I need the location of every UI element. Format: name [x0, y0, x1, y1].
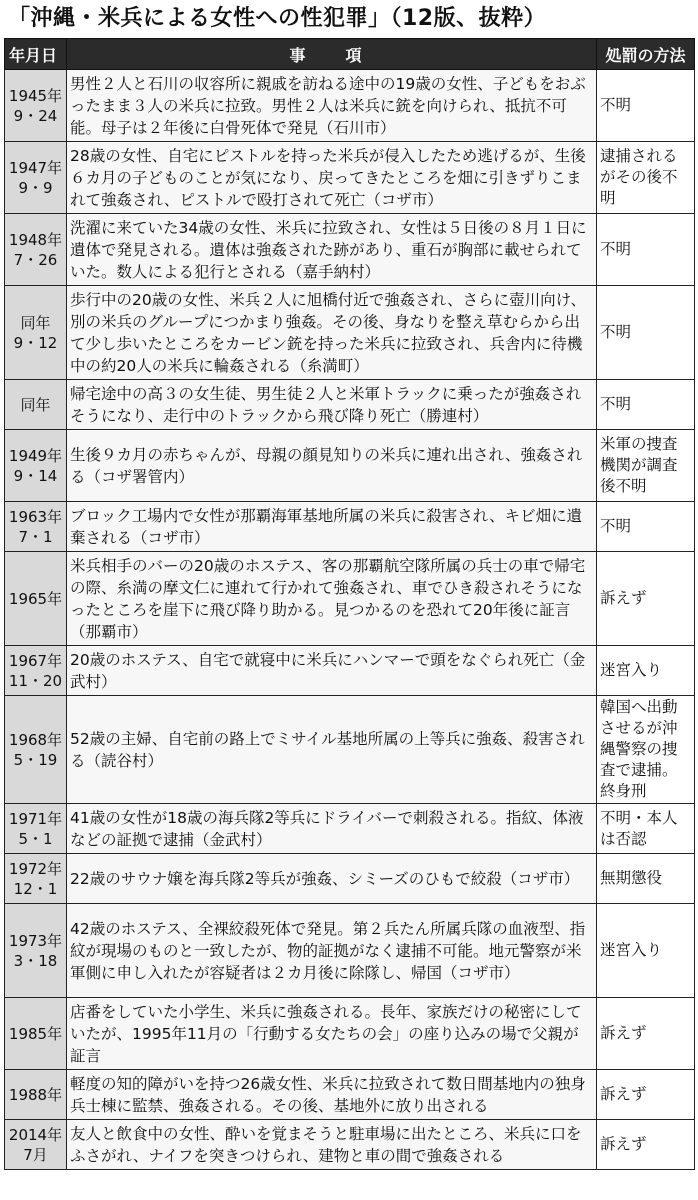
- row-event: 41歳の女性が18歳の海兵隊2等兵にドライバーで刺殺される。指紋、体液などの証拠で逮捕（金武村）: [67, 804, 597, 854]
- row-date-year: 1945年: [8, 86, 63, 105]
- table-row: [5, 804, 695, 854]
- row-date: [5, 696, 67, 804]
- row-punishment: 不明: [597, 380, 695, 430]
- row-punishment: 訴えず: [597, 552, 695, 646]
- row-date-day: 9・12: [13, 333, 58, 352]
- row-date-year: 1988年: [8, 1085, 63, 1104]
- table-row: [5, 142, 695, 214]
- table-row: [5, 214, 695, 286]
- row-date-day: 9・9: [18, 178, 53, 197]
- table-row: [5, 646, 695, 696]
- document-title: 「沖縄・米兵による女性への性犯罪」（12版、抜粋）: [8, 6, 547, 31]
- row-event: 52歳の主婦、自宅前の路上でミサイル基地所属の上等兵に強姦、殺害される（読谷村）: [67, 696, 597, 804]
- row-date-day: 3・18: [13, 951, 58, 970]
- row-date-year: 1968年: [8, 730, 63, 749]
- row-event: 歩行中の20歳の女性、米兵２人に旭橋付近で強姦され、さらに壺川向け、別の米兵のグループにつかまり強姦。その後、身なりを整え草むらから出て少し歩いたところをカービン銃を持った米兵に拉致され、兵舎内に待機中の約20人の米兵に輪姦される（糸満町）: [67, 286, 597, 380]
- table-row: [5, 1120, 695, 1170]
- row-punishment: 不明: [597, 286, 695, 380]
- row-date-day: 7・26: [13, 250, 58, 269]
- row-punishment: 米軍の捜査機関が調査後不明: [597, 430, 695, 502]
- row-date: [5, 646, 67, 696]
- row-punishment: 迷宮入り: [597, 904, 695, 998]
- row-date: [5, 286, 67, 380]
- row-date-year: 2014年: [8, 1125, 63, 1144]
- row-punishment: 無期懲役: [597, 854, 695, 904]
- table-row: [5, 70, 695, 142]
- row-date-day: 5・1: [18, 829, 53, 848]
- table-row: [5, 854, 695, 904]
- row-punishment: 迷宮入り: [597, 646, 695, 696]
- row-date-year: 1971年: [8, 809, 63, 828]
- row-date-day: 9・24: [13, 106, 58, 125]
- row-punishment: 不明・本人は否認: [597, 804, 695, 854]
- row-event: ブロック工場内で女性が那覇海軍基地所属の米兵に殺害され、キビ畑に遺棄される（コザ市）: [67, 502, 597, 552]
- row-date-year: 1967年: [8, 651, 63, 670]
- row-date-day: 11・20: [8, 671, 63, 690]
- table-row: [5, 904, 695, 998]
- table-row: [5, 552, 695, 646]
- row-event: 店番をしていた小学生、米兵に強姦される。長年、家族だけの秘密にしていたが、1995年11月の「行動する女たちの会」の座り込みの場で父親が証言: [67, 998, 597, 1070]
- row-event: 生後９カ月の赤ちゃんが、母親の顔見知りの米兵に連れ出され、強姦される（コザ署管内）: [67, 430, 597, 502]
- row-date: [5, 998, 67, 1070]
- table-row: [5, 502, 695, 552]
- row-punishment: 逮捕されるがその後不明: [597, 142, 695, 214]
- row-date: [5, 804, 67, 854]
- row-date: [5, 380, 67, 430]
- row-event: 帰宅途中の高３の女生徒、男生徒２人と米軍トラックに乗ったが強姦されそうになり、走行中のトラックから飛び降り死亡（勝連村）: [67, 380, 597, 430]
- row-date-year: 1973年: [8, 931, 63, 950]
- row-date: [5, 854, 67, 904]
- row-date-year: 1949年: [8, 446, 63, 465]
- row-event: 友人と飲食中の女性、酔いを覚まそうと駐車場に出たところ、米兵に口をふさがれ、ナイフを突きつけられ、建物と車の間で強姦される: [67, 1120, 597, 1170]
- row-date-year: 1985年: [8, 1024, 63, 1043]
- row-date: [5, 214, 67, 286]
- table-row: [5, 696, 695, 804]
- row-event: 男性２人と石川の収容所に親戚を訪ねる途中の19歳の女性、子どもをおぶったまま３人の米兵に拉致。男性２人は米兵に銃を向けられ、抵抗不可能。母子は２年後に白骨死体で発見（石川市）: [67, 70, 597, 142]
- row-date: [5, 70, 67, 142]
- row-date-year: 1965年: [8, 589, 63, 608]
- header-punishment: 処罰の方法: [597, 39, 695, 70]
- row-event: 洗濯に来ていた34歳の女性、米兵に拉致され、女性は５日後の８月１日に遺体で発見される。遺体は強姦された跡があり、重石が胸部に載せられていた。数人による犯行とされる（嘉手納村）: [67, 214, 597, 286]
- row-date: [5, 502, 67, 552]
- row-date-day: 7・1: [18, 527, 53, 546]
- row-event: 22歳のサウナ嬢を海兵隊2等兵が強姦、シミーズのひもで絞殺（コザ市）: [67, 854, 597, 904]
- row-event: 42歳のホステス、全裸絞殺死体で発見。第２兵たん所属兵隊の血液型、指紋が現場のものと一致したが、物的証拠がなく逮捕不可能。地元警察が米軍側に申し入れたが容疑者は２カ月後に除隊し、帰国（コザ市）: [67, 904, 597, 998]
- row-punishment: 不明: [597, 502, 695, 552]
- row-date-year: 1948年: [8, 230, 63, 249]
- header-event: 事 項: [67, 39, 597, 70]
- row-event: 米兵相手のバーの20歳のホステス、客の那覇航空隊所属の兵士の車で帰宅の際、糸満の摩文仁に連れて行かれて強姦され、車でひき殺されそうになったところを崖下に飛び降り助かる。見つかるのを恐れて20年後に証言（那覇市）: [67, 552, 597, 646]
- row-date: [5, 904, 67, 998]
- row-date: [5, 142, 67, 214]
- table-row: [5, 1070, 695, 1120]
- row-date-day: 9・14: [13, 466, 58, 485]
- row-date: [5, 1070, 67, 1120]
- table-row: [5, 430, 695, 502]
- row-date-year: 1972年: [8, 859, 63, 878]
- row-date: [5, 430, 67, 502]
- row-punishment: 不明: [597, 70, 695, 142]
- row-date-year: 同年: [20, 313, 51, 332]
- row-date-year: 同年: [20, 395, 51, 414]
- table-row: [5, 286, 695, 380]
- row-date-day: 5・19: [13, 750, 58, 769]
- row-punishment: 不明: [597, 214, 695, 286]
- row-date: [5, 552, 67, 646]
- incident-table: [4, 38, 695, 1170]
- row-date-year: 1963年: [8, 507, 63, 526]
- row-punishment: 訴えず: [597, 1120, 695, 1170]
- row-date: [5, 1120, 67, 1170]
- table-row: [5, 998, 695, 1070]
- row-date-day: 7月: [23, 1145, 48, 1164]
- row-event: 28歳の女性、自宅にピストルを持った米兵が侵入したため逃げるが、生後６カ月の子どものことが気になり、戻ってきたところを畑に引きずりこまれて強姦され、ピストルで殴打されて死亡（コザ市）: [67, 142, 597, 214]
- row-event: 軽度の知的障がいを持つ26歳女性、米兵に拉致されて数日間基地内の独身兵士棟に監禁、強姦される。その後、基地外に放り出される: [67, 1070, 597, 1120]
- row-event: 20歳のホステス、自宅で就寝中に米兵にハンマーで頭をなぐられ死亡（金武村）: [67, 646, 597, 696]
- row-date-day: 12・1: [13, 879, 58, 898]
- table-header-row: [5, 39, 695, 70]
- table-row: [5, 380, 695, 430]
- header-date: 年月日: [5, 39, 67, 70]
- row-date-year: 1947年: [8, 158, 63, 177]
- row-punishment: 韓国へ出動させるが沖縄警察の捜査で逮捕。終身刑: [597, 696, 695, 804]
- row-punishment: 訴えず: [597, 1070, 695, 1120]
- row-punishment: 訴えず: [597, 998, 695, 1070]
